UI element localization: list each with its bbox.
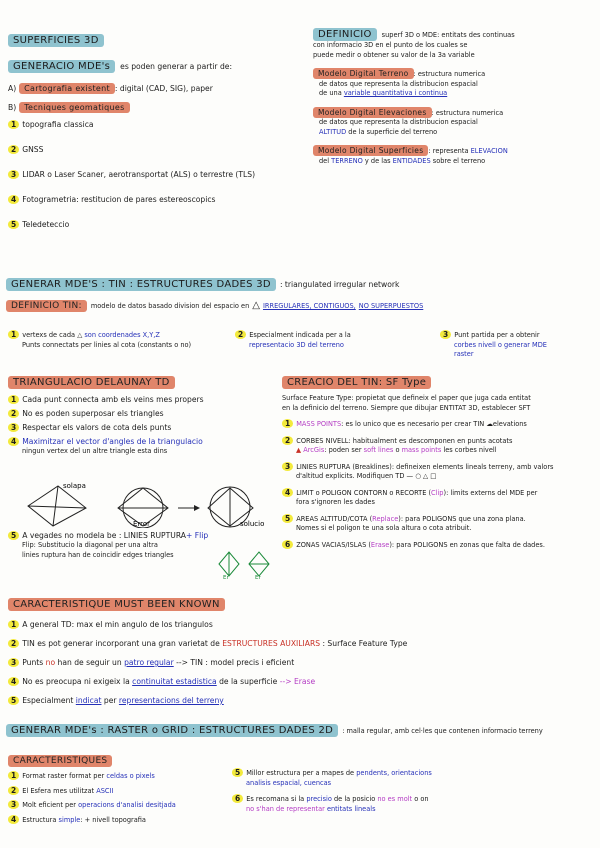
mdt-text: de datos que representa la distribucion espacial xyxy=(319,79,478,88)
error-label: Error xyxy=(133,520,151,528)
option-a-label: A) xyxy=(8,84,17,93)
list-item: 4 No es preocupa ni exigeix la continuitat estadistica de la superficie --> Erase xyxy=(8,676,593,687)
list-item: 1 Cada punt connecta amb els veins mes propers xyxy=(8,394,278,405)
warning-icon: ▲ xyxy=(296,446,302,454)
option-b-title: Tecniques geomatiques xyxy=(19,102,129,113)
tin-point-1: 1 vertexs de cada △ son coordenades X,Y,Z Punts connectats per linies al cota (constants o no) xyxy=(8,330,218,350)
cloud-icon: ☁ xyxy=(486,420,493,428)
solucio-label: solucio xyxy=(240,520,265,528)
list-item: 3 LINIES RUPTURA (Breaklines): defineixen elements lineals terreny, amb valors xyxy=(282,462,596,473)
list-item: 5 AREAS ALTITUD/COTA (Replace): para POLIGONS que una zona plana. xyxy=(282,514,596,525)
definicio-section xyxy=(313,28,595,166)
list-item: 5 Especialment indicat per representacions del terreny xyxy=(8,695,593,706)
raster-section-header xyxy=(6,724,596,737)
option-a-text: : digital (CAD, SIG), paper xyxy=(114,84,213,93)
mde-text: de datos que representa la distribucion espacial xyxy=(319,118,478,126)
solapa-label: solapa xyxy=(63,482,86,490)
list-item-detail: ▲ ArcGis: poden ser soft lines o mass points les corbes nivell xyxy=(296,446,497,454)
mde-text: ALTITUD de la superficie del terreno xyxy=(319,127,438,136)
list-item: 4 Estructura simple: + nivell topografia xyxy=(8,815,223,826)
mdt-title: Modelo Digital Terreno xyxy=(313,68,414,79)
definicio-text: con informacio 3D en el punto de los cuales se xyxy=(313,41,468,49)
generacio-intro: es poden generar a partir de: xyxy=(120,62,233,71)
list-item-detail: fora s'ignoren les dades xyxy=(296,498,375,506)
tin-point-2: 2 Especialment indicada per a la representacio 3D del terreno xyxy=(235,330,435,350)
raster-caracteristiques xyxy=(8,748,223,825)
raster-car-header: CARACTERISTIQUES xyxy=(8,755,112,767)
tin-def-text: modelo de datos basado division del espacio en xyxy=(90,302,250,310)
creacio-intro: Surface Feature Type: propietat que defineix el paper que juga cada entitat xyxy=(282,394,531,402)
list-item: 5 Millor estructura per a mapes de pendents, orientacions xyxy=(232,768,594,779)
list-item: 3 Molt eficient per operacions d'analisi desitjada xyxy=(8,800,223,811)
list-item-detail: analisis espacial, cuencas xyxy=(246,778,332,787)
list-item: 3 Respectar els valors de cota dels punts xyxy=(8,422,278,433)
definicio-text: superf 3D o MDE: entitats des continuas xyxy=(381,31,515,39)
option-b-label: B) xyxy=(8,103,17,112)
list-item: 1 topografia classica xyxy=(8,119,308,130)
list-item: 2 GNSS xyxy=(8,144,308,155)
list-item: 3 LIDAR o Laser Scaner, aerotransportat (ALS) o terrestre (TLS) xyxy=(8,169,308,180)
creacio-intro: en la definicio del terreno. Siempre que dibujar ENTITAT 3D, establecer SFT xyxy=(282,403,531,412)
definicio-text: puede medir o obtener su valor de la 3a variable xyxy=(313,50,475,59)
mdt-text: : estructura numerica xyxy=(413,70,486,78)
tin-def-text: IRREGULARES, CONTIGUOS, xyxy=(262,302,356,310)
er-label: Er xyxy=(223,575,229,580)
list-item: 2 CORBES NIVELL: habitualment es descomponen en punts acotats xyxy=(282,436,596,447)
raster-subtitle: : malla regular, amb cel·les que contenen informacio terreny xyxy=(342,727,543,735)
list-item: 5 Teledeteccio xyxy=(8,219,308,230)
delaunay-note: ningun vertex del un altre triangle esta dins xyxy=(22,447,168,455)
tin-def-header: DEFINICIO TIN: xyxy=(6,300,87,312)
triangle-icon: △ xyxy=(252,300,260,311)
list-item: 6 Es recomana si la precisio de la posicio no es molt o on xyxy=(232,794,594,805)
list-item: 3 Punts no han de seguir un patro regular --> TIN : model precis i eficient xyxy=(8,657,593,668)
list-item: 1 MASS POINTS: es lo unico que es necesario per crear TIN ☁elevations xyxy=(282,419,596,430)
tin-definition xyxy=(6,300,596,312)
tin-point-3: 3 Punt partida per a obtenir corbes nivell o generar MDE raster xyxy=(440,330,595,360)
mde-title: Modelo Digital Elevaciones xyxy=(313,107,432,118)
tin-def-text: NO SUPERPUESTOS xyxy=(358,302,424,310)
definicio-header: DEFINICIO xyxy=(313,28,377,41)
raster-caracteristiques-2 xyxy=(232,768,594,814)
mds-text: : representa ELEVACION xyxy=(428,147,508,155)
generacio-section xyxy=(8,60,308,230)
list-item: 6 ZONAS VACIAS/ISLAS (Erase): para POLIGONS en zonas que falta de dades. xyxy=(282,540,596,551)
flip-diagram xyxy=(215,548,275,580)
tin-header: GENERAR MDE'S : TIN : ESTRUCTURES DADES 3D xyxy=(6,278,276,291)
list-item: 1 A general TD: max el min angulo de los triangulos xyxy=(8,619,593,630)
caracteristiques-header: CARACTERISTIQUE MUST BEEN KNOWN xyxy=(8,598,225,611)
generacio-header: GENERACIO MDE's xyxy=(8,60,115,73)
raster-header: GENERAR MDE's : RASTER o GRID : ESTRUCTURES DADES 2D xyxy=(6,724,338,737)
mds-text: del TERRENO y de las ENTIDADES sobre el terreno xyxy=(319,156,486,165)
shapes-icon: — ○ △ □ xyxy=(406,472,437,480)
list-item: 1 Format raster format per celdas o pixels xyxy=(8,771,223,782)
delaunay-diagram xyxy=(18,478,268,528)
list-item: 2 TIN es pot generar incorporant una gran varietat de ESTRUCTURES AUXILIARS : Surface Feature Type xyxy=(8,638,593,649)
mde-text: : estructura numerica xyxy=(431,108,504,117)
list-item-detail: Nomes si el poligon te una sola altura o cota atribuit. xyxy=(296,524,472,532)
list-item-detail: no s'han de representar entitats lineals xyxy=(246,804,376,813)
list-item: 4 Fotogrametria: restitucion de pares estereoscopics xyxy=(8,194,308,205)
delaunay-item-5: 5 A vegades no modela be : LINIES RUPTURA+ Flip Flip: Substitucio la diagonal per una altra linies ruptura han de coincidir edges triangles xyxy=(8,530,278,560)
creacio-header: CREACIO DEL TIN: SF Type xyxy=(282,376,431,389)
er-label: Er xyxy=(255,575,261,580)
delaunay-header: TRIANGULACIO DELAUNAY TD xyxy=(8,376,175,389)
list-item: 4 Maximitzar el vector d'angles de la triangulacio xyxy=(8,436,278,447)
list-item-detail: d'altitud explicits. Modifiquen TD — ○ △ □ xyxy=(296,472,437,480)
list-item: 2 El Esfera mes utilitzat ASCII xyxy=(8,786,223,797)
tin-section-header xyxy=(6,278,596,291)
mdt-text: de una variable quantitativa i continua xyxy=(319,89,448,97)
creacio-section xyxy=(282,370,596,550)
mds-title: Modelo Digital Superficies xyxy=(313,145,428,156)
caracteristiques-section xyxy=(8,592,593,706)
option-a-title: Cartografia existent xyxy=(19,83,115,94)
list-item: 4 LIMIT o POLIGON CONTORN o RECORTE (Clip): limits externs del MDE per xyxy=(282,488,596,499)
list-item: 2 No es poden superposar els triangles xyxy=(8,408,278,419)
page-title: SUPERFICIES 3D xyxy=(8,34,104,47)
delaunay-section xyxy=(8,370,278,457)
tin-subtitle: : triangulated irregular network xyxy=(279,280,400,289)
